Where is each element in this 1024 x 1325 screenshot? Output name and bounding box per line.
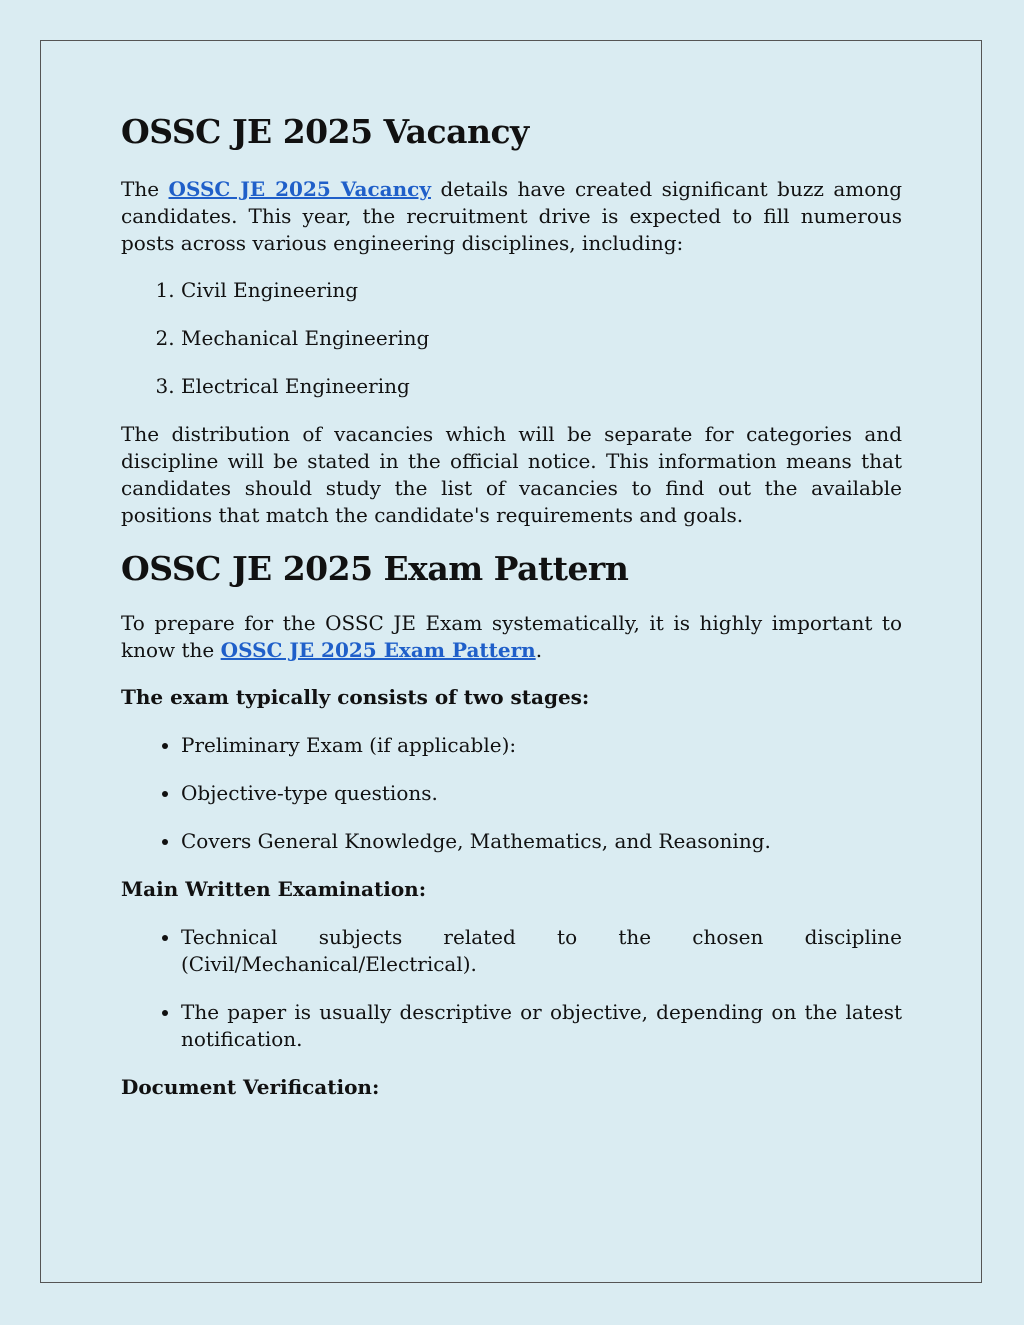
exam-intro-prefix: To prepare for the OSSC JE Exam systematically, it is highly important to know the (121, 611, 902, 663)
section-heading-exam-pattern: OSSC JE 2025 Exam Pattern (121, 548, 629, 588)
vacancy-link[interactable]: OSSC JE 2025 Vacancy (168, 176, 431, 201)
discipline-list (121, 277, 902, 400)
vacancy-intro (121, 176, 902, 257)
prelim-list (121, 732, 902, 855)
vacancy-closing: The distribution of vacancies which will be separate for categories and discipline will be stated in the official notice. This information means that candidates should study the list of vacancies to find out the available positions that match the candidate's requirements and goals. (121, 421, 902, 527)
exam-intro-suffix: . (535, 638, 543, 663)
prelim-item: • Preliminary Exam (if applicable): (181, 732, 902, 759)
prelim-item: • Objective-type questions. (181, 780, 902, 807)
discipline-item: 3. Electrical Engineering (181, 373, 902, 400)
main-exam-item: • Technical subjects related to the chosen discipline (Civil/Mechanical/Electrical). (181, 924, 902, 978)
prelim-item: • Covers General Knowledge, Mathematics, and Reasoning. (181, 828, 902, 855)
stages-heading: The exam typically consists of two stages: (121, 685, 590, 710)
document-verification-heading: Document Verification: (121, 1075, 380, 1100)
discipline-item: 1. Civil Engineering (181, 277, 902, 304)
exam-pattern-intro (121, 610, 902, 664)
exam-pattern-link[interactable]: OSSC JE 2025 Exam Pattern (220, 638, 536, 663)
vacancy-intro-prefix: The (121, 176, 169, 201)
section-heading-vacancy: OSSC JE 2025 Vacancy (121, 112, 529, 151)
discipline-item: 2. Mechanical Engineering (181, 325, 902, 352)
vacancy-intro-suffix: details have created significant buzz among candidates. This year, the recruitment drive is expected to fill numerous posts across various engineering disciplines, including: (121, 176, 902, 255)
main-exam-list (121, 924, 902, 1053)
main-exam-heading: Main Written Examination: (121, 877, 427, 902)
document-content (121, 112, 902, 1122)
main-exam-item: • The paper is usually descriptive or objective, depending on the latest notification. (181, 999, 902, 1053)
